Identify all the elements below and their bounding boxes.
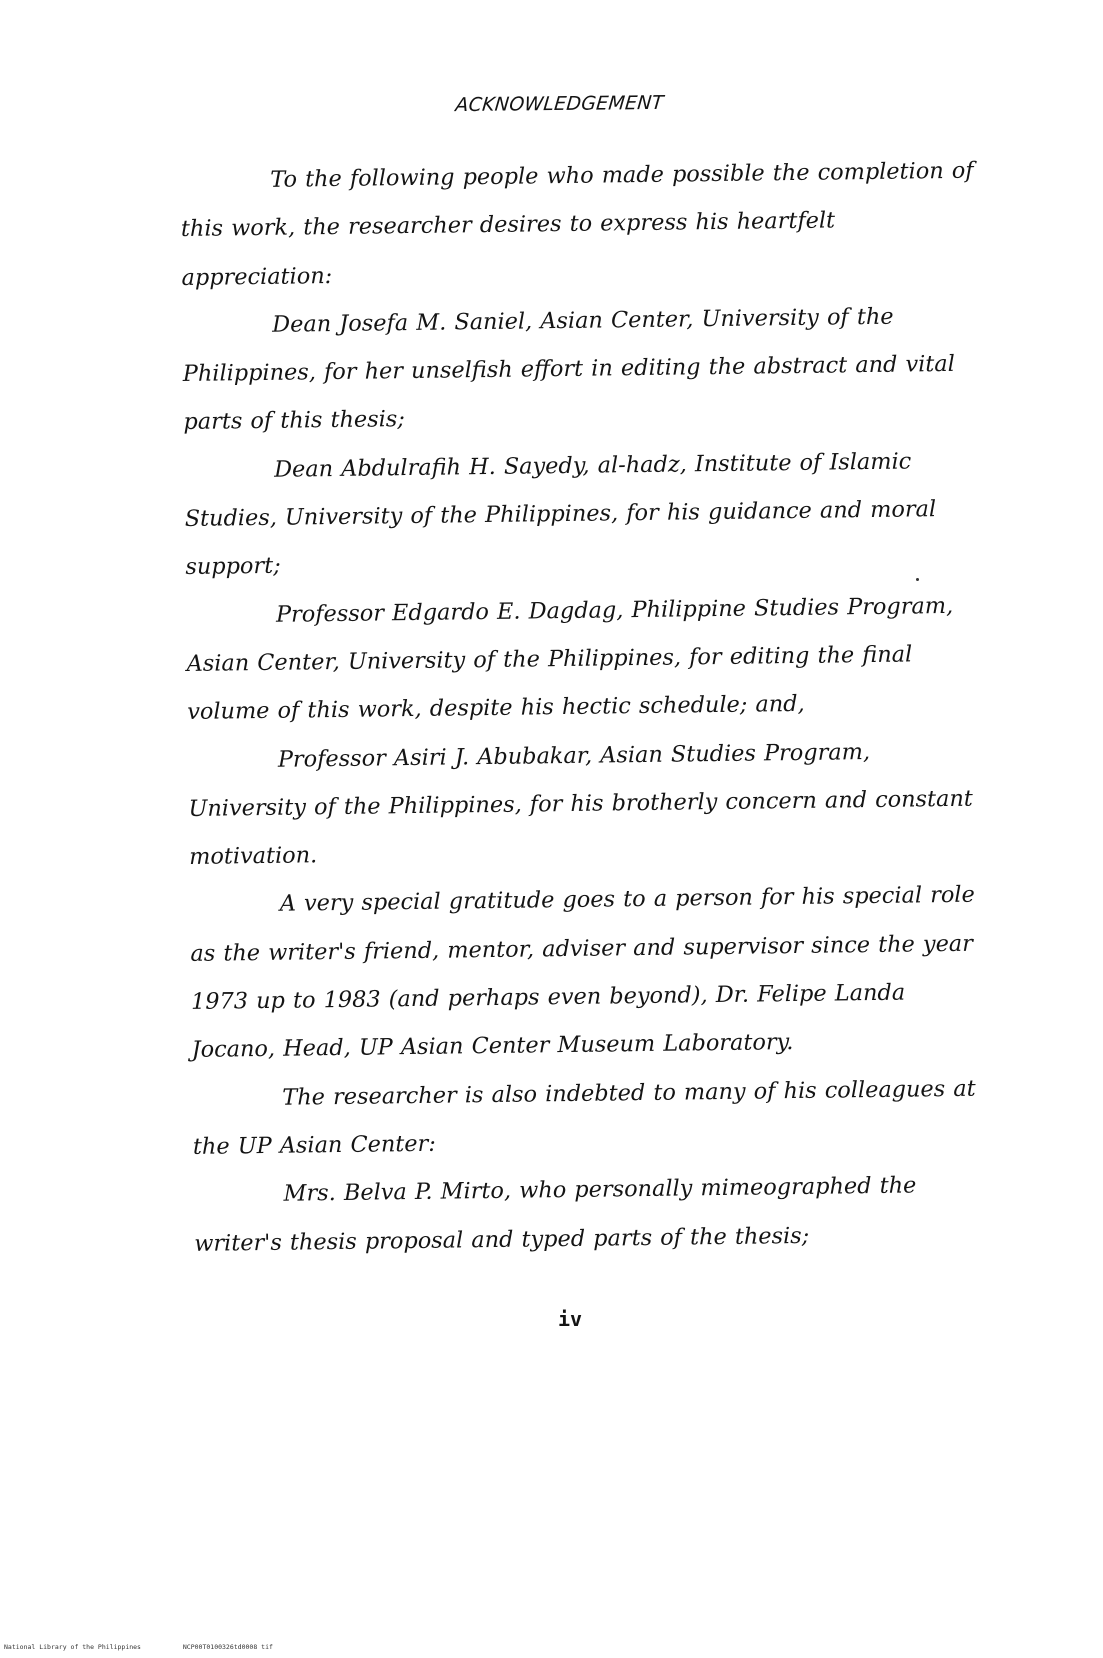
paragraph-mirto: Mrs. Belva P. Mirto, who personally mimeographed the writer's thesis proposal and typed parts of the thesis;: [194, 1172, 917, 1257]
page-title: ACKNOWLEDGEMENT: [454, 91, 665, 117]
paragraph-dagdag: Professor Edgardo E. Dagdag, Philippine Studies Program, Asian Center, University of the Philippines, for editing the final volume of this work, despite his hectic schedule; and,: [186, 592, 954, 726]
scan-speck: [916, 578, 919, 581]
acknowledgement-body: [180, 147, 994, 1268]
paragraph-intro: To the following people who made possible the completion of this work, the researcher desires to express his heartfelt appreciation:: [180, 157, 974, 291]
paragraph-abubakar: Professor Asiri J. Abubakar, Asian Studies Program, University of the Philippines, for his brotherly concern and constant motivation.: [188, 738, 973, 871]
paragraph-saniel: Dean Josefa M. Saniel, Asian Center, University of the Philippines, for her unselfish effort in editing the abstract and vital parts of this thesis;: [182, 303, 956, 436]
page-number: iv: [557, 1307, 583, 1331]
paragraph-jocano: A very special gratitude goes to a person for his special role as the writer's friend, mentor, adviser and supervisor since the year 1973 up to 1983 (and perhaps even beyond), Dr. Felipe Landa Jocano, Head, UP Asian Center Museum Laboratory.: [190, 882, 975, 1064]
footer-library: National Library of the Philippines: [4, 1643, 141, 1651]
footer-file-id: NCP00T0100326td0008 tif: [182, 1643, 273, 1651]
paragraph-colleagues: The researcher is also indebted to many of his colleagues at the UP Asian Center:: [192, 1075, 976, 1160]
scan-footer: [4, 1643, 273, 1651]
paragraph-sayedy: Dean Abdulrafih H. Sayedy, al-hadz, Institute of Islamic Studies, University of the Philippines, for his guidance and moral support;: [184, 448, 937, 581]
